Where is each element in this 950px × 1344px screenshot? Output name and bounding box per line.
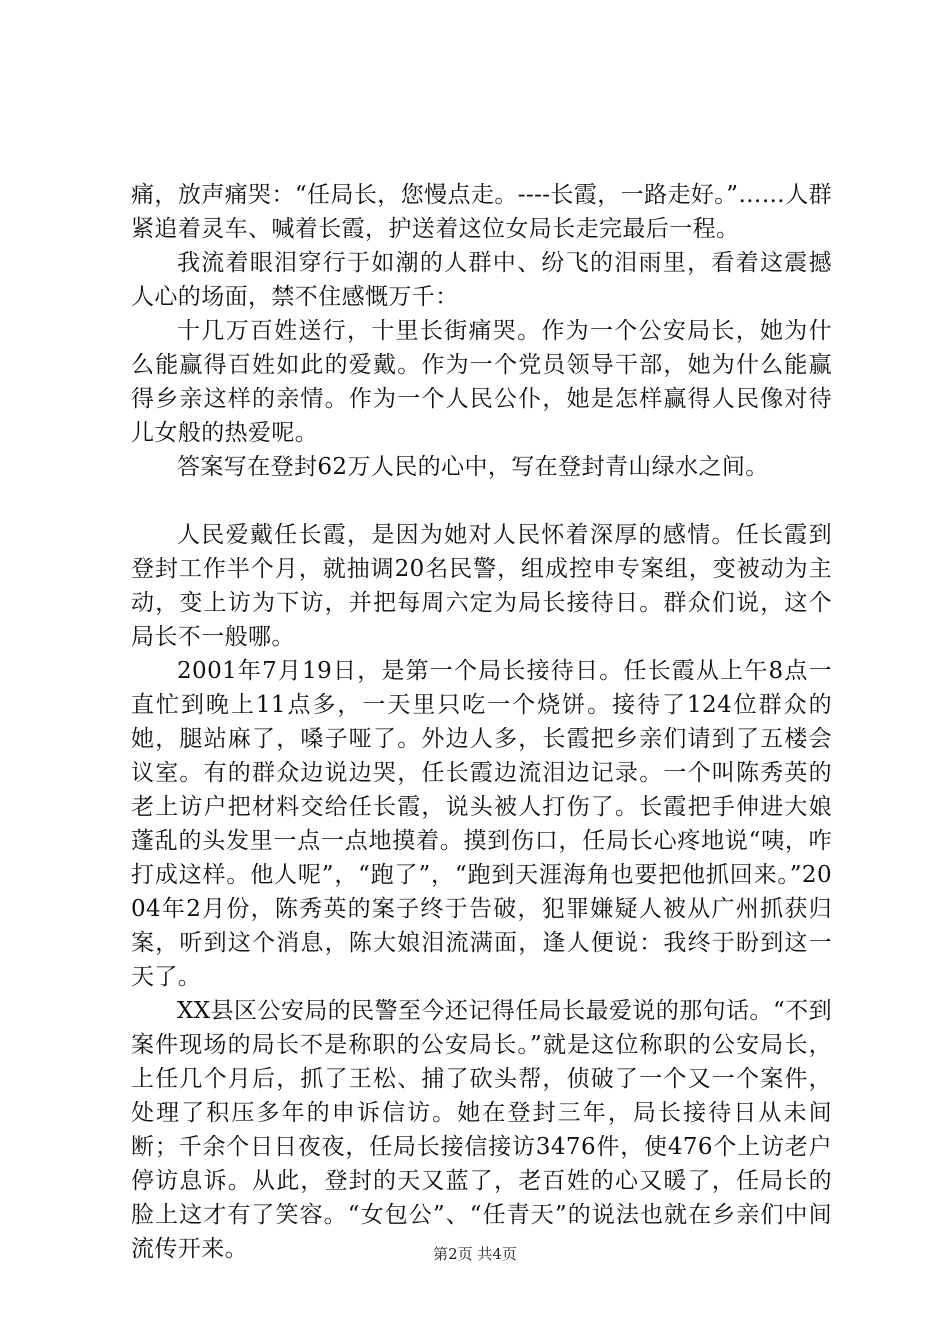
paragraph: 十几万百姓送行，十里长街痛哭。作为一个公安局长，她为什么能赢得百姓如此的爱戴。作为一个党员领导干部，她为什么能赢得乡亲这样的亲情。作为一个人民公仆，她是怎样赢得人民像对待儿女般的热爱呢。 <box>131 318 832 446</box>
paragraph-continuation: 痛，放声痛哭：“任局长，您慢点走。----长霞，一路走好。”……人群紧追着灵车、喊着长霞，护送着这位女局长走完最后一程。 <box>131 182 832 242</box>
paragraph-spacer <box>131 484 832 518</box>
paragraph: 2001年7月19日，是第一个局长接待日。任长霞从上午8点一直忙到晚上11点多，一天里只吃一个烧饼。接待了124位群众的她，腿站麻了，嗓子哑了。外边人多，长霞把乡亲们请到了五楼会议室。有的群众边说边哭，任长霞边流泪边记录。一个叫陈秀英的老上访户把材料交给任长霞，说头被人打伤了。长霞把手伸进大娘蓬乱的头发里一点一点地摸着。摸到伤口，任局长心疼地说“咦，咋打成这样。他人呢”，“跑了”，“跑到天涯海角也要把他抓回来。”2004年2月份，陈秀英的案子终于告破，犯罪嫌疑人被从广州抓获归案，听到这个消息，陈大娘泪流满面，逢人便说：我终于盼到这一天了。 <box>131 658 832 990</box>
paragraph: 人民爱戴任长霞，是因为她对人民怀着深厚的感情。任长霞到登封工作半个月，就抽调20名民警，组成控申专案组，变被动为主动，变上访为下访，并把每周六定为局长接待日。群众们说，这个局长不一般哪。 <box>131 522 832 650</box>
paragraph: XX县区公安局的民警至今还记得任局长最爱说的那句话。“不到案件现场的局长不是称职的公安局长。”就是这位称职的公安局长，上任几个月后，抓了王松、捕了砍头帮，侦破了一个又一个案件，处理了积压多年的申诉信访。她在登封三年，局长接待日从未间断；千余个日日夜夜，任局长接信接访3476件，使476个上访老户停访息诉。从此，登封的天又蓝了，老百姓的心又暖了，任局长的脸上这才有了笑容。“女包公”、“任青天”的说法也就在乡亲们中间流传开来。 <box>131 998 832 1262</box>
document-body <box>131 178 832 1266</box>
paragraph: 我流着眼泪穿行于如潮的人群中、纷飞的泪雨里，看着这震撼人心的场面，禁不住感慨万千： <box>131 250 832 310</box>
paragraph: 答案写在登封62万人民的心中，写在登封青山绿水之间。 <box>177 454 769 480</box>
page-number-footer: 第2页 共4页 <box>433 1245 517 1263</box>
